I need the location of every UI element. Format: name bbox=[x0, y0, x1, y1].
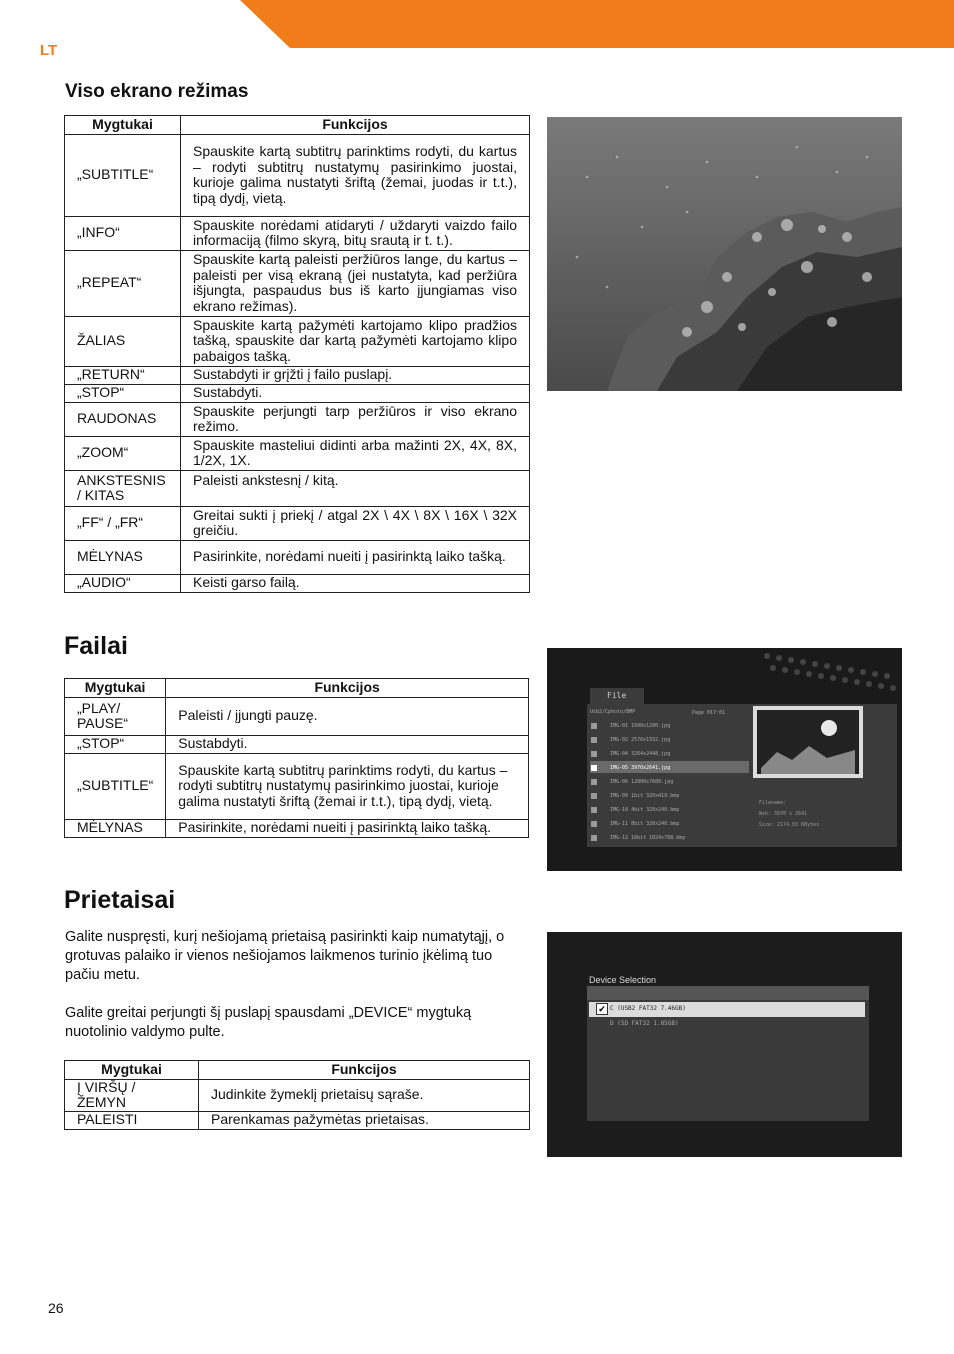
button-name: „AUDIO“ bbox=[65, 574, 181, 592]
table-header: Funkcijos bbox=[166, 679, 529, 698]
button-name: „STOP“ bbox=[65, 384, 181, 402]
function-text: Spauskite perjungti tarp peržiūros ir viso ekrano režimo. bbox=[181, 402, 530, 436]
function-text: Sustabdyti ir grįžti į failo puslapį. bbox=[181, 366, 530, 384]
function-text: Parenkamas pažymėtas prietaisas. bbox=[199, 1111, 530, 1129]
function-text: Paleisti ankstesnį / kitą. bbox=[181, 470, 530, 506]
button-name: „REPEAT“ bbox=[65, 250, 181, 316]
file-list-item[interactable]: IMG-06 12800x7600.jpg bbox=[590, 775, 750, 789]
devices-paragraph-2: Galite greitai perjungti šį puslapį spausdami „DEVICE“ mygtuką nuotolinio valdymo pulte. bbox=[65, 1005, 472, 1040]
camera-icon bbox=[591, 821, 597, 827]
function-text: Spauskite kartą subtitrų parinktims rodyti, du kartus – rodyti subtitrų nustatymų pasirinkimo juostai, kurioje galima nustatyti šriftą (žemai, juodas ir t.t.), tipą dydį, vietą. bbox=[181, 134, 530, 216]
function-text: Spauskite norėdami atidaryti / uždaryti vaizdo failo informaciją (filmo skyrą, bitų srautą ir t. t.). bbox=[181, 216, 530, 250]
table-header: Mygtukai bbox=[65, 116, 181, 135]
function-text: Sustabdyti. bbox=[166, 735, 529, 753]
file-browser-screenshot bbox=[547, 648, 902, 871]
file-list-item-selected[interactable]: IMG-05 3970x2641.jpg bbox=[590, 761, 750, 775]
function-text: Paleisti / įjungti pauzę. bbox=[166, 697, 529, 735]
button-name: MĖLYNAS bbox=[65, 540, 181, 574]
file-info bbox=[759, 798, 819, 831]
file-info-line: Wxh: 3970 x 2641 bbox=[759, 811, 808, 817]
button-name: PALEISTI bbox=[65, 1111, 199, 1129]
camera-icon bbox=[591, 807, 597, 813]
function-text: Sustabdyti. bbox=[181, 384, 530, 402]
files-controls-table bbox=[64, 678, 529, 838]
file-list-item[interactable]: IMG-04 3264x2448.jpg bbox=[590, 747, 750, 761]
table-header: Mygtukai bbox=[65, 1061, 199, 1080]
camera-icon bbox=[591, 835, 597, 841]
checkbox-icon[interactable]: ✔ bbox=[596, 1003, 608, 1015]
devices-paragraph-1: Galite nuspręsti, kurį nešiojamą prietaisą pasirinkti kaip numatytąjį, o grotuvas palaiko ir vienos nešiojamos laikmenos turinio įkėlimą tuo pačiu metu. bbox=[65, 929, 505, 983]
camera-icon bbox=[591, 779, 597, 785]
button-name: „INFO“ bbox=[65, 216, 181, 250]
button-name: „SUBTITLE“ bbox=[65, 134, 181, 216]
button-name: „PLAY/ PAUSE“ bbox=[65, 697, 166, 735]
file-info-line: Filename: bbox=[759, 800, 787, 806]
camera-icon bbox=[591, 751, 597, 757]
table-header: Funkcijos bbox=[181, 116, 530, 135]
camera-icon bbox=[591, 793, 597, 799]
file-list bbox=[590, 719, 750, 845]
button-name: RAUDONAS bbox=[65, 402, 181, 436]
file-list-item[interactable]: IMG-09 1bit 320x419.bmp bbox=[590, 789, 750, 803]
camera-icon bbox=[591, 765, 597, 771]
device-item-selected[interactable]: C (USB2 FAT32 7.46GB) bbox=[610, 1005, 686, 1012]
section-title-fullscreen: Viso ekrano režimas bbox=[65, 81, 249, 102]
function-text: Pasirinkite, norėdami nueiti į pasirinktą laiko tašką. bbox=[181, 540, 530, 574]
device-selection-screenshot bbox=[547, 932, 902, 1157]
table-header: Mygtukai bbox=[65, 679, 166, 698]
function-text: Spauskite kartą pažymėti kartojamo klipo pradžios tašką, spauskite dar kartą pažymėti kartojamo klipo pabaigos tašką. bbox=[181, 316, 530, 366]
file-list-item[interactable]: IMG-02 2576x1932.jpg bbox=[590, 733, 750, 747]
button-name: „SUBTITLE“ bbox=[65, 753, 166, 819]
device-item[interactable]: D (SD FAT32 1.85GB) bbox=[610, 1020, 679, 1027]
file-path: Usb2/Cphoto/BMP bbox=[590, 709, 636, 715]
function-text: Spauskite kartą subtitrų parinktims rodyti, du kartus – rodyti subtitrų nustatymų pasirinkimo juostai, kurioje galima nustatyti šriftą (žemai ir t.t.), tipą dydį, vietą. bbox=[166, 753, 529, 819]
button-name: MĖLYNAS bbox=[65, 819, 166, 837]
table-header: Funkcijos bbox=[199, 1061, 530, 1080]
page-number: 26 bbox=[48, 1300, 64, 1316]
button-name: „FF“ / „FR“ bbox=[65, 506, 181, 540]
file-list-item[interactable]: IMG-11 8bit 320x240.bmp bbox=[590, 817, 750, 831]
function-text: Spauskite kartą paleisti peržiūros lange, du kartus – paleisti per visą ekraną (jei nustatyta, kad peržiūra išjungta, paspaudus bus iš karto įjungiamas viso ekrano režimas). bbox=[181, 250, 530, 316]
function-text: Spauskite masteliui didinti arba mažinti 2X, 4X, 8X, 1/2X, 1X. bbox=[181, 436, 530, 470]
file-list-item[interactable]: IMG-12 16bit 1024x768.bmp bbox=[590, 831, 750, 845]
fullscreen-controls-table bbox=[64, 115, 530, 593]
button-name: „STOP“ bbox=[65, 735, 166, 753]
camera-icon bbox=[591, 737, 597, 743]
camera-icon bbox=[591, 723, 597, 729]
file-info-line: Size: 2174.03 KBytes bbox=[759, 822, 820, 828]
function-text: Keisti garso failą. bbox=[181, 574, 530, 592]
page-indicator: Page 017:01 bbox=[692, 710, 726, 716]
device-selection-title: Device Selection bbox=[589, 975, 657, 985]
button-name: „ZOOM“ bbox=[65, 436, 181, 470]
section-title-files: Failai bbox=[64, 632, 128, 660]
button-name: „RETURN“ bbox=[65, 366, 181, 384]
language-tag: LT bbox=[40, 42, 58, 59]
function-text: Judinkite žymeklį prietaisų sąraše. bbox=[199, 1079, 530, 1111]
header-banner bbox=[0, 0, 954, 50]
button-name: ŽALIAS bbox=[65, 316, 181, 366]
button-name: ANKSTESNIS / KITAS bbox=[65, 470, 181, 506]
button-name: Į VIRŠŲ / ŽEMYN bbox=[65, 1079, 199, 1111]
file-list-item[interactable]: IMG-01 1600x1200.jpg bbox=[590, 719, 750, 733]
function-text: Greitai sukti į priekį / atgal 2X \ 4X \ 8X \ 16X \ 32X greičiu. bbox=[181, 506, 530, 540]
devices-controls-table bbox=[64, 1060, 530, 1130]
function-text: Pasirinkite, norėdami nueiti į pasirinktą laiko tašką. bbox=[166, 819, 529, 837]
file-list-item[interactable]: IMG-10 4bit 320x240.bmp bbox=[590, 803, 750, 817]
coral-reef-photo bbox=[547, 117, 902, 391]
section-title-devices: Prietaisai bbox=[64, 886, 176, 914]
file-tab: File bbox=[607, 691, 627, 700]
